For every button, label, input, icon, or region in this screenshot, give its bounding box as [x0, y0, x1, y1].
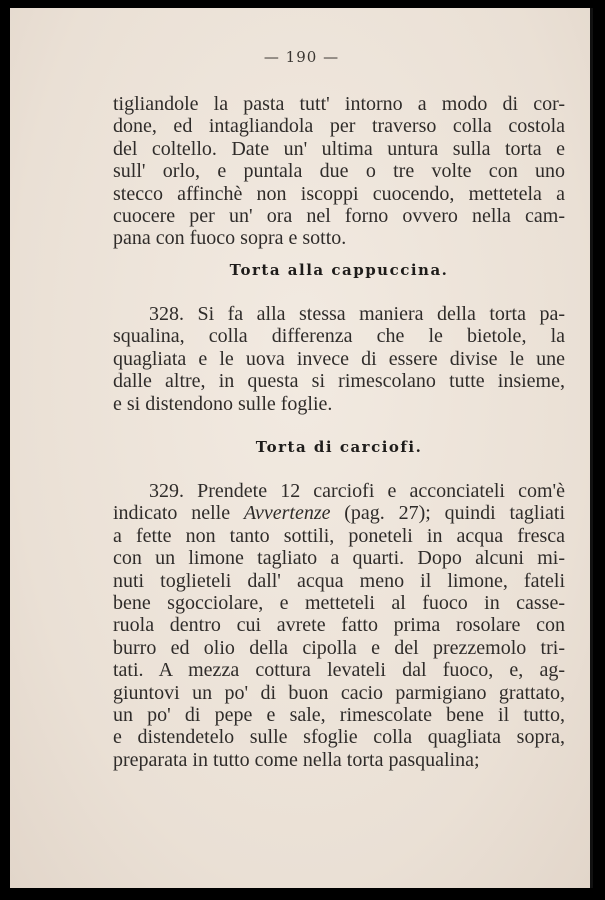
text-fragment: (pag. 27); quindi tagliati	[344, 502, 566, 525]
text-line: sull' orlo, e puntala due o tre volte con uno	[113, 160, 565, 183]
text-fragment: indicato nelle	[113, 502, 231, 525]
text-line: tigliandole la pasta tutt' intorno a modo di cor-	[113, 93, 565, 115]
page-number: — 190 —	[263, 48, 340, 66]
text-line: burro ed olio della cipolla e del prezzemolo tri-	[113, 636, 565, 659]
text-line: pana con fuoco sopra e sotto.	[113, 227, 347, 250]
recipe-328-paragraph	[113, 303, 565, 415]
text-line: ruola dentro cui avrete fatto prima rosolare con	[113, 614, 565, 637]
text-line: un po' di pepe e sale, rimescolate bene il tutto,	[113, 703, 565, 726]
text-line: preparata in tutto come nella torta pasqualina;	[113, 748, 480, 771]
paragraph-continued	[113, 93, 565, 250]
text-line: del coltello. Date un' ultima untura sulla torta e	[113, 137, 565, 160]
text-line: e si distendono sulle foglie.	[113, 392, 333, 415]
text-line: dalle altre, in questa si rimescolano tutte insieme,	[113, 370, 565, 393]
text-line: done, ed intagliandola per traverso colla costola	[113, 115, 565, 138]
text-line	[113, 502, 565, 524]
recipe-heading-cappuccina: Torta alla cappuccina.	[229, 261, 449, 279]
recipe-329-paragraph	[113, 480, 565, 771]
text-line: 329. Prendete 12 carciofi e acconciateli com'è	[149, 480, 565, 502]
text-line: e distendetelo sulle sfoglie colla quagliata sopra,	[113, 726, 565, 749]
text-line: a fette non tanto sottili, poneteli in acqua fresca	[113, 524, 565, 547]
text-line: tati. A mezza cottura levateli dal fuoco, e, ag-	[113, 659, 565, 682]
recipe-heading-carciofi: Torta di carciofi.	[255, 438, 423, 456]
text-line: stecco affinchè non iscoppi cuocendo, mettetela a	[113, 182, 565, 205]
text-line: bene sgocciolare, e metteteli al fuoco in casse-	[113, 591, 565, 614]
text-line: squalina, colla differenza che le bietole, la	[113, 325, 565, 348]
text-line: cuocere per un' ora nel forno ovvero nella cam-	[113, 204, 565, 227]
text-line: giuntovi un po' di buon cacio parmigiano grattato,	[113, 681, 565, 704]
italic-reference: Avvertenze	[243, 502, 331, 525]
text-line: con un limone tagliato a quarti. Dopo alcuni mi-	[113, 547, 565, 570]
book-page	[10, 8, 593, 888]
text-line: nuti toglieteli dall' acqua meno il limone, fateli	[113, 569, 565, 592]
text-line: 328. Si fa alla stessa maniera della torta pa-	[149, 303, 565, 325]
text-line: quagliata e le uova invece di essere divise le une	[113, 347, 565, 370]
